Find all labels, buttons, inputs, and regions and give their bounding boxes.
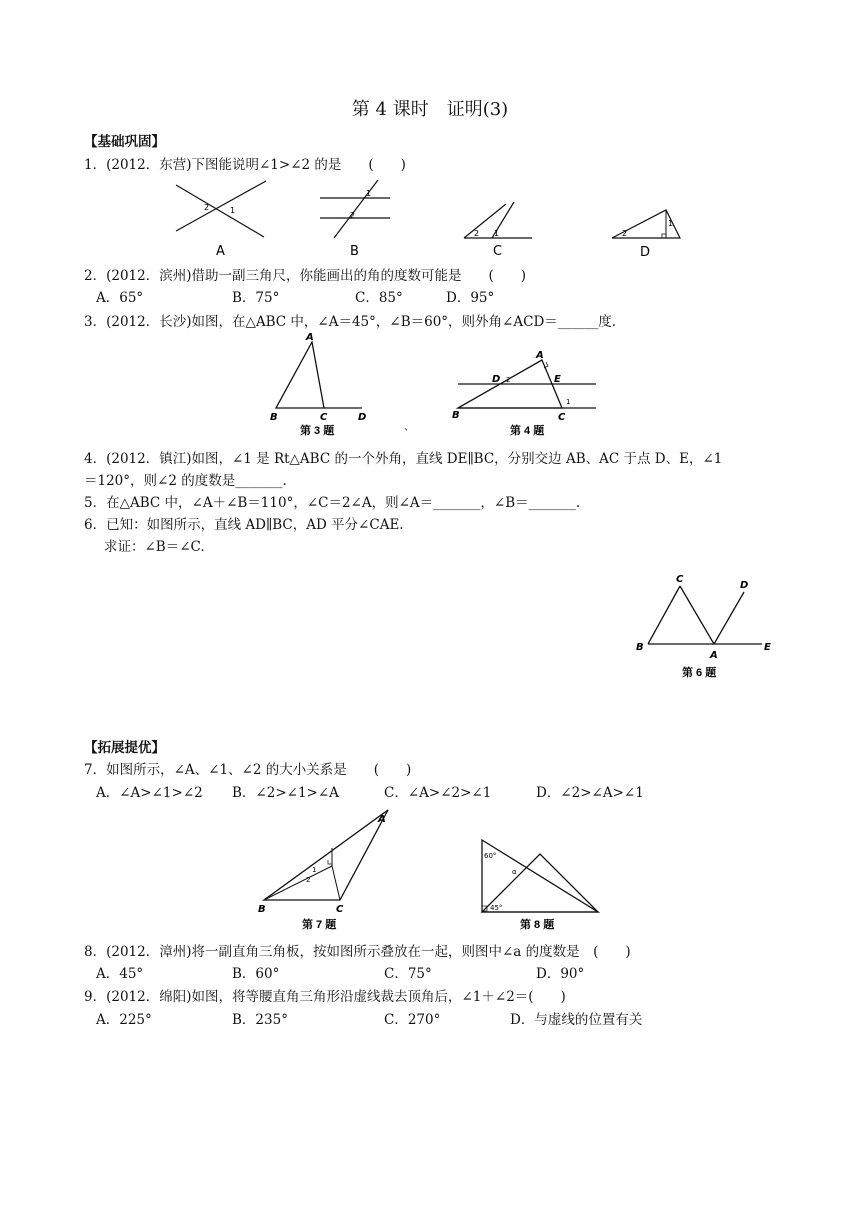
fig3-point-a: A	[306, 332, 314, 343]
q1-figure-c	[462, 200, 534, 258]
fig7-angle-2: 2	[306, 876, 311, 884]
question-4-line1: 4．(2012．镇江)如图，∠1 是 Rt△ABC 的一个外角，直线 DE∥BC，分别交边 AB、AC 于点 D、E，∠1	[84, 451, 723, 467]
fig3-point-b: B	[270, 412, 278, 423]
q8-option-b: B．60°	[232, 966, 280, 982]
q1-label-b: B	[350, 244, 359, 259]
page-title: 第 4 课时 证明(3)	[351, 99, 509, 120]
q1-label-d: D	[640, 245, 651, 260]
figure-8	[476, 836, 606, 934]
svg-text:2: 2	[474, 229, 480, 238]
fig4-point-d: D	[492, 374, 501, 385]
svg-text:2: 2	[350, 211, 356, 220]
q2-option-b: B．75°	[232, 290, 280, 306]
q2-option-a: A．65°	[96, 290, 144, 306]
figure-7	[256, 808, 396, 934]
fig4-point-b: B	[452, 410, 460, 421]
q7-option-c: C．∠A>∠2>∠1	[384, 785, 492, 801]
fig8-caption: 第 8 题	[520, 919, 555, 931]
section-extend-heading: 【拓展提优】	[84, 740, 165, 756]
fig4-point-e: E	[554, 374, 561, 385]
question-9: 9．(2012．绵阳)如图，将等腰直角三角形沿虚线裁去顶角后，∠1＋∠2＝( )	[84, 989, 566, 1005]
q9-option-d: D．与虚线的位置有关	[510, 1012, 643, 1028]
q7-option-b: B．∠2>∠1>∠A	[232, 785, 339, 801]
q1-figure-b	[318, 178, 398, 258]
q9-option-b: B．235°	[232, 1012, 288, 1028]
fig4-point-c: C	[558, 412, 566, 423]
question-8: 8．(2012．漳州)将一副直角三角板，按如图所示叠放在一起，则图中∠a 的度数是 ( )	[84, 944, 631, 960]
q2-option-c: C．85°	[355, 290, 403, 306]
question-4-line2: ＝120°，则∠2 的度数是_______.	[84, 473, 287, 489]
figure-3	[262, 330, 382, 440]
fig7-angle-1: 1	[312, 866, 317, 874]
question-3: 3．(2012．长沙)如图，在△ABC 中，∠A＝45°，∠B＝60°，则外角∠ACD＝______度.	[84, 314, 617, 330]
figure-6	[630, 570, 780, 685]
section-basic-heading: 【基础巩固】	[84, 134, 165, 150]
fig4-angle-2: 2	[506, 376, 511, 384]
fig4-angle-1: 1	[566, 398, 571, 406]
q7-option-a: A．∠A>∠1>∠2	[96, 785, 203, 801]
svg-text:1: 1	[230, 206, 236, 215]
fig3-point-d: D	[358, 412, 367, 423]
question-1: 1．(2012．东营)下图能说明∠1>∠2 的是 ( )	[84, 157, 406, 173]
fig6-point-c: C	[676, 574, 684, 585]
question-5: 5．在△ABC 中，∠A＋∠B＝110°，∠C＝2∠A，则∠A＝_______，∠B＝_______.	[84, 495, 581, 511]
q9-option-a: A．225°	[96, 1012, 152, 1028]
question-6-line2: 求证：∠B＝∠C.	[104, 539, 205, 555]
q9-option-c: C．270°	[384, 1012, 441, 1028]
fig7-caption: 第 7 题	[302, 919, 337, 931]
q8-option-c: C．75°	[384, 966, 432, 982]
q8-option-a: A．45°	[96, 966, 144, 982]
stray-mark: 、	[404, 422, 414, 433]
q7-option-d: D．∠2>∠A>∠1	[536, 785, 644, 801]
fig3-caption: 第 3 题	[300, 425, 335, 437]
q1-figure-a	[170, 175, 270, 259]
q1-label-a: A	[216, 244, 225, 259]
question-6-line1: 6．已知：如图所示，直线 AD∥BC，AD 平分∠CAE.	[84, 517, 404, 533]
figure-4	[450, 346, 600, 440]
fig6-point-d: D	[740, 580, 749, 591]
fig8-angle-45: 45°	[490, 904, 503, 912]
svg-text:1: 1	[366, 189, 372, 198]
svg-text:2: 2	[204, 203, 210, 212]
q8-option-d: D．90°	[536, 966, 585, 982]
q2-option-d: D．95°	[446, 290, 495, 306]
fig4-point-a: A	[536, 350, 544, 361]
fig7-point-b: B	[258, 904, 266, 915]
q1-label-c: C	[493, 244, 503, 259]
svg-text:1: 1	[494, 229, 500, 238]
svg-text:2: 2	[622, 229, 628, 238]
fig6-caption: 第 6 题	[682, 667, 717, 679]
q1-figure-d	[608, 206, 688, 260]
question-2: 2．(2012．滨州)借助一副三角尺，你能画出的角的度数可能是 ( )	[84, 268, 527, 284]
fig6-point-e: E	[764, 642, 771, 653]
fig7-point-c: C	[336, 904, 344, 915]
fig6-point-a: A	[710, 650, 718, 661]
fig4-caption: 第 4 题	[510, 425, 545, 437]
fig6-point-b: B	[636, 642, 644, 653]
svg-text:1: 1	[668, 219, 674, 228]
fig3-point-c: C	[320, 412, 328, 423]
fig8-angle-alpha: α	[512, 868, 517, 876]
question-7: 7．如图所示，∠A、∠1、∠2 的大小关系是 ( )	[84, 762, 412, 778]
fig7-point-a: A	[378, 814, 386, 825]
fig8-angle-60: 60°	[484, 852, 497, 860]
